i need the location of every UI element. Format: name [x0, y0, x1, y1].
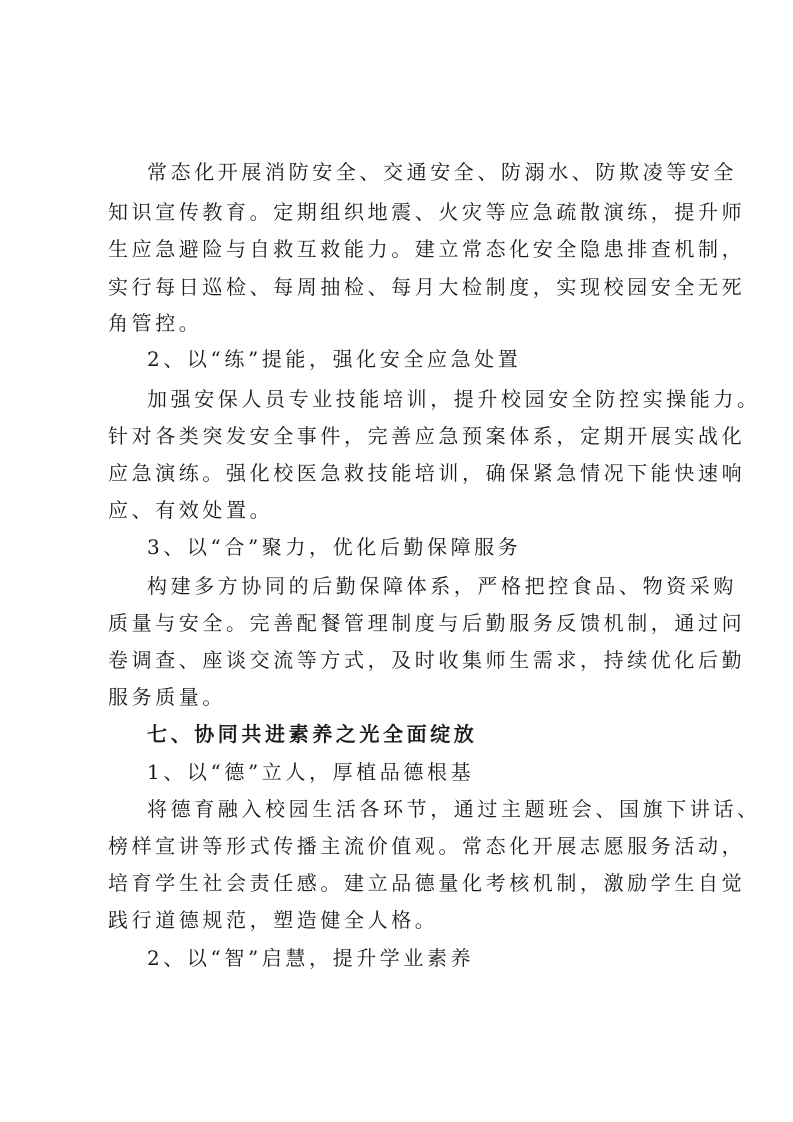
paragraph-line: 知识宣传教育。定期组织地震、火灾等应急疏散演练，提升师: [108, 200, 746, 224]
subheading: 2、以“智”启慧，提升学业素养: [147, 946, 475, 970]
paragraph-line: 应急演练。强化校医急救技能培训，确保紧急情况下能快速响: [108, 461, 746, 485]
paragraph-line: 培育学生社会责任感。建立品德量化考核机制，激励学生自觉: [108, 871, 746, 895]
paragraph-line: 加强安保人员专业技能培训，提升校园安全防控实操能力。: [147, 387, 761, 411]
paragraph-line: 针对各类突发安全事件，完善应急预案体系，定期开展实战化: [108, 424, 746, 448]
paragraph-line: 角管控。: [108, 311, 203, 335]
subheading: 2、以“练”提能，强化安全应急处置: [147, 347, 522, 371]
paragraph-line: 将德育融入校园生活各环节，通过主题班会、国旗下讲话、: [147, 797, 761, 821]
subheading: 3、以“合”聚力，优化后勤保障服务: [147, 535, 522, 559]
paragraph-line: 实行每日巡检、每周抽检、每月大检制度，实现校园安全无死: [108, 275, 746, 299]
paragraph-line: 卷调查、座谈交流等方式，及时收集师生需求，持续优化后勤: [108, 648, 746, 672]
paragraph-line: 质量与安全。完善配餐管理制度与后勤服务反馈机制，通过问: [108, 611, 746, 635]
section-heading: 七、协同共进素养之光全面绽放: [147, 722, 478, 746]
paragraph-line: 常态化开展消防安全、交通安全、防溺水、防欺凌等安全: [147, 160, 737, 184]
paragraph-line: 生应急避险与自救互救能力。建立常态化安全隐患排查机制，: [108, 237, 746, 261]
paragraph-line: 践行道德规范，塑造健全人格。: [108, 908, 439, 932]
paragraph-line: 榜样宣讲等形式传播主流价值观。常态化开展志愿服务活动，: [108, 834, 746, 858]
paragraph-line: 服务质量。: [108, 685, 226, 709]
paragraph-line: 构建多方协同的后勤保障体系，严格把控食品、物资采购: [147, 574, 737, 598]
paragraph-line: 应、有效处置。: [108, 498, 274, 522]
subheading: 1、以“德”立人，厚植品德根基: [147, 760, 475, 784]
